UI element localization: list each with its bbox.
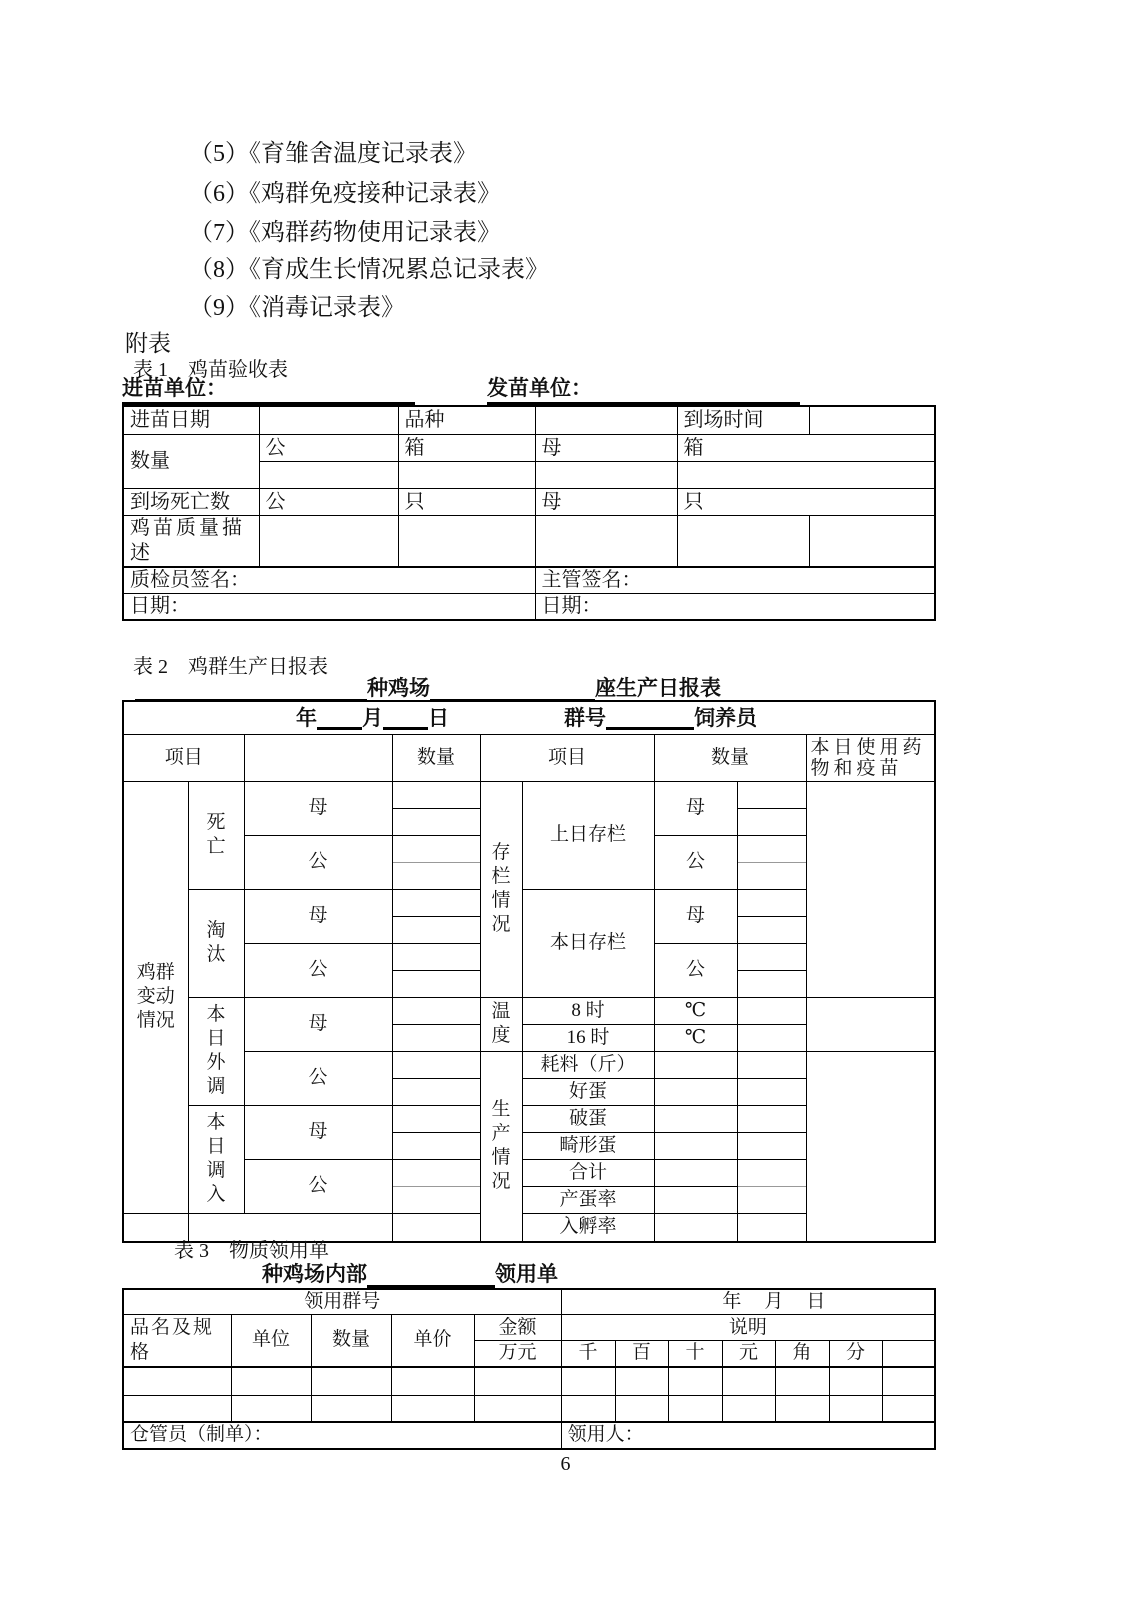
blank-cell bbox=[535, 461, 677, 488]
blank-cell bbox=[391, 1396, 474, 1422]
blank-cell bbox=[829, 1367, 882, 1396]
hatch-rate-label: 入孵率 bbox=[522, 1213, 654, 1242]
blank-cell bbox=[123, 1367, 231, 1396]
flock-no-blank bbox=[606, 705, 694, 730]
stock-today-male-label: 公 bbox=[654, 943, 737, 997]
blank-cell bbox=[392, 1213, 480, 1242]
name-spec-label: 品名及规格 bbox=[123, 1315, 231, 1367]
in-male-label: 公 bbox=[244, 1159, 392, 1213]
blank-cell bbox=[535, 406, 677, 434]
dispatch-line bbox=[487, 372, 800, 405]
blank-cell bbox=[829, 1396, 882, 1422]
blank-cell bbox=[392, 943, 480, 970]
feed-label: 耗料（斤） bbox=[522, 1051, 654, 1078]
blank-cell bbox=[392, 835, 480, 862]
requisition-blank bbox=[367, 1263, 495, 1288]
table-row bbox=[123, 997, 935, 1024]
death-female-label: 母 bbox=[244, 781, 392, 835]
table3-title-line bbox=[262, 1258, 558, 1288]
unit-label: 单位 bbox=[231, 1315, 311, 1367]
blank-cell bbox=[561, 1396, 615, 1422]
blank-cell bbox=[392, 916, 480, 943]
table2-title-line bbox=[135, 672, 721, 702]
blank-cell bbox=[398, 461, 535, 488]
breed-label: 品种 bbox=[398, 406, 535, 434]
supplier-line bbox=[122, 372, 415, 405]
appendix-label: 附表 bbox=[125, 331, 171, 356]
table-row bbox=[123, 1422, 935, 1449]
production-label: 生产情况 bbox=[480, 1051, 522, 1242]
blank-cell bbox=[809, 406, 935, 434]
stock-today-label: 本日存栏 bbox=[522, 889, 654, 997]
unit-label: 只 bbox=[677, 488, 935, 515]
blank-cell bbox=[668, 1367, 722, 1396]
storekeeper-label: 仓管员（制单）： bbox=[123, 1422, 561, 1449]
celsius-label: ℃ bbox=[654, 1024, 737, 1051]
stock-today-female-label: 母 bbox=[654, 889, 737, 943]
blank-cell bbox=[392, 997, 480, 1024]
blank-cell bbox=[737, 970, 806, 997]
farm-name-blank bbox=[135, 677, 367, 702]
requisition-label: 领用单 bbox=[495, 1262, 558, 1286]
blank-cell bbox=[737, 1186, 806, 1213]
blank-cell bbox=[311, 1367, 391, 1396]
blank-cell bbox=[654, 1051, 737, 1078]
blank-cell bbox=[654, 1159, 737, 1186]
blank-cell bbox=[882, 1396, 935, 1422]
blank-cell bbox=[737, 1213, 806, 1242]
blank-cell bbox=[392, 781, 480, 808]
qty-header-left: 数量 bbox=[392, 734, 480, 781]
dispatch-group bbox=[487, 372, 800, 405]
cull-label: 淘汰 bbox=[188, 889, 244, 997]
blank-cell bbox=[392, 1105, 480, 1132]
blank-cell bbox=[737, 1132, 806, 1159]
blank-cell bbox=[737, 781, 806, 808]
blank-cell bbox=[615, 1396, 668, 1422]
medicine-cell bbox=[806, 997, 935, 1051]
box-label: 箱 bbox=[398, 434, 535, 461]
table-row bbox=[123, 515, 935, 567]
blank-cell bbox=[737, 889, 806, 916]
table1-caption: 表 1 鸡苗验收表 bbox=[133, 359, 288, 381]
blank-cell bbox=[259, 461, 398, 488]
blank-cell bbox=[809, 515, 935, 567]
female-label: 母 bbox=[535, 488, 677, 515]
blank-cell bbox=[392, 1078, 480, 1105]
day-label: 日 bbox=[428, 706, 449, 731]
blank-cell bbox=[392, 1132, 480, 1159]
blank-cell bbox=[654, 1186, 737, 1213]
temperature-label: 温度 bbox=[480, 997, 522, 1051]
digit-jiao-label: 角 bbox=[775, 1341, 829, 1367]
out-male-label: 公 bbox=[244, 1051, 392, 1105]
blank-cell bbox=[654, 1213, 737, 1242]
stock-prev-label: 上日存栏 bbox=[522, 781, 654, 889]
list-item-9: （9）《消毒记录表》 bbox=[189, 295, 405, 321]
male-label: 公 bbox=[259, 434, 398, 461]
cull-male-label: 公 bbox=[244, 943, 392, 997]
blank-cell bbox=[722, 1396, 775, 1422]
daily-production-table bbox=[122, 700, 936, 1243]
blank-cell bbox=[392, 1051, 480, 1078]
dispatch-label: 发苗单位： bbox=[487, 376, 592, 400]
table-row bbox=[123, 1396, 935, 1422]
lay-rate-label: 产蛋率 bbox=[522, 1186, 654, 1213]
time-16-label: 16 时 bbox=[522, 1024, 654, 1051]
farm-internal-label: 种鸡场内部 bbox=[262, 1262, 367, 1286]
unit-label: 只 bbox=[398, 488, 535, 515]
in-female-label: 母 bbox=[244, 1105, 392, 1159]
inspector-sign-label: 质检员签名： bbox=[123, 567, 535, 594]
table-row bbox=[123, 1315, 935, 1341]
manager-sign-label: 主管签名： bbox=[535, 567, 935, 594]
amount-unit-label: 万元 bbox=[474, 1341, 561, 1367]
time-8-label: 8 时 bbox=[522, 997, 654, 1024]
keeper-label: 饲养员 bbox=[694, 706, 757, 731]
blank-cell bbox=[474, 1396, 561, 1422]
blank-cell bbox=[654, 1105, 737, 1132]
medicine-header: 本日使用药物和疫苗 bbox=[806, 734, 935, 781]
blank-cell bbox=[737, 1159, 806, 1186]
stock-prev-female-label: 母 bbox=[654, 781, 737, 835]
blank-cell bbox=[561, 1367, 615, 1396]
table3-caption: 表 3 物质领用单 bbox=[174, 1240, 329, 1262]
medicine-cell bbox=[806, 781, 935, 997]
stock-prev-male-label: 公 bbox=[654, 835, 737, 889]
blank-cell bbox=[392, 970, 480, 997]
table-row bbox=[123, 406, 935, 434]
date-label: 日期： bbox=[123, 594, 535, 620]
broken-egg-label: 破蛋 bbox=[522, 1105, 654, 1132]
year-blank bbox=[317, 705, 362, 730]
blank-cell bbox=[392, 1024, 480, 1051]
blank-cell bbox=[775, 1396, 829, 1422]
year-label: 年 bbox=[296, 706, 317, 731]
blank-cell bbox=[882, 1367, 935, 1396]
blank-cell bbox=[654, 1078, 737, 1105]
quality-desc-label: 鸡苗质量描述 bbox=[123, 515, 259, 567]
blank-cell bbox=[737, 1051, 806, 1078]
table-row bbox=[123, 1367, 935, 1396]
flock-no-label: 群号 bbox=[564, 706, 606, 731]
blank-cell bbox=[259, 515, 398, 567]
total-label: 合计 bbox=[522, 1159, 654, 1186]
table-row bbox=[123, 734, 935, 781]
material-requisition-table bbox=[122, 1288, 936, 1450]
blank-cell bbox=[123, 1396, 231, 1422]
blank-cell bbox=[668, 1396, 722, 1422]
item-header-left: 项目 bbox=[123, 734, 244, 781]
digit-bai-label: 百 bbox=[615, 1341, 668, 1367]
blank-cell bbox=[882, 1341, 935, 1367]
blank-cell bbox=[737, 862, 806, 889]
celsius-label: ℃ bbox=[654, 997, 737, 1024]
amount-label: 金额 bbox=[474, 1315, 561, 1341]
blank-cell bbox=[737, 1024, 806, 1051]
medicine-cell bbox=[806, 1051, 935, 1242]
list-item-6: （6）《鸡群免疫接种记录表》 bbox=[189, 181, 501, 207]
death-male-label: 公 bbox=[244, 835, 392, 889]
blank-cell bbox=[737, 808, 806, 835]
digit-qian-label: 千 bbox=[561, 1341, 615, 1367]
digit-shi-label: 十 bbox=[668, 1341, 722, 1367]
blank-cell bbox=[391, 1367, 474, 1396]
male-label: 公 bbox=[259, 488, 398, 515]
report-suffix-label: 座生产日报表 bbox=[595, 676, 721, 700]
price-label: 单价 bbox=[391, 1315, 474, 1367]
farm-no-blank bbox=[430, 677, 595, 702]
supplier-label: 进苗单位： bbox=[122, 376, 227, 400]
digit-fen-label: 分 bbox=[829, 1341, 882, 1367]
table-row bbox=[123, 594, 935, 620]
good-egg-label: 好蛋 bbox=[522, 1078, 654, 1105]
death-label: 死亡 bbox=[188, 781, 244, 889]
list-item-8: （8）《育成生长情况累总记录表》 bbox=[189, 257, 549, 283]
blank-cell bbox=[677, 515, 809, 567]
blank-cell bbox=[392, 889, 480, 916]
blank-cell bbox=[654, 1132, 737, 1159]
blank-cell bbox=[677, 461, 935, 488]
box-label: 箱 bbox=[677, 434, 935, 461]
blank-cell bbox=[311, 1396, 391, 1422]
qty-label: 数量 bbox=[311, 1315, 391, 1367]
table-row bbox=[123, 701, 935, 734]
blank-cell bbox=[737, 943, 806, 970]
table2-caption: 表 2 鸡群生产日报表 bbox=[133, 656, 328, 678]
quantity-label: 数量 bbox=[123, 434, 259, 488]
table-row bbox=[123, 434, 935, 461]
blank-cell bbox=[231, 1367, 311, 1396]
blank-cell bbox=[722, 1367, 775, 1396]
digit-yuan-label: 元 bbox=[722, 1341, 775, 1367]
list-item-5: （5）《育雏舍温度记录表》 bbox=[189, 141, 477, 167]
month-label: 月 bbox=[362, 706, 383, 731]
blank-cell bbox=[737, 1078, 806, 1105]
table-row bbox=[123, 1289, 935, 1315]
blank-cell bbox=[259, 406, 398, 434]
death-on-arrival-label: 到场死亡数 bbox=[123, 488, 259, 515]
arrival-time-label: 到场时间 bbox=[677, 406, 809, 434]
list-item-7: （7）《鸡群药物使用记录表》 bbox=[189, 220, 501, 246]
table-row bbox=[123, 488, 935, 515]
farm-label: 种鸡场 bbox=[367, 676, 430, 700]
blank-cell bbox=[392, 1186, 480, 1213]
qty-header-right: 数量 bbox=[654, 734, 806, 781]
item-header-right: 项目 bbox=[480, 734, 654, 781]
table-row bbox=[123, 781, 935, 808]
table-row bbox=[123, 1051, 935, 1078]
note-label: 说明 bbox=[561, 1315, 935, 1341]
blank-cell bbox=[737, 916, 806, 943]
blank-cell bbox=[474, 1367, 561, 1396]
cull-female-label: 母 bbox=[244, 889, 392, 943]
blank-cell bbox=[737, 1105, 806, 1132]
blank-cell bbox=[244, 734, 392, 781]
supplier-group bbox=[122, 372, 415, 405]
recipient-label: 领用人： bbox=[561, 1422, 935, 1449]
blank-cell bbox=[615, 1367, 668, 1396]
blank-cell bbox=[535, 515, 677, 567]
page-number: 6 bbox=[560, 1453, 571, 1475]
blank-cell bbox=[392, 862, 480, 889]
out-today-label: 本日外调 bbox=[188, 997, 244, 1105]
blank-cell bbox=[737, 835, 806, 862]
date-flock-row bbox=[123, 701, 935, 734]
deformed-egg-label: 畸形蛋 bbox=[522, 1132, 654, 1159]
out-female-label: 母 bbox=[244, 997, 392, 1051]
female-label: 母 bbox=[535, 434, 677, 461]
date-label: 日期： bbox=[535, 594, 935, 620]
in-today-label: 本日调入 bbox=[188, 1105, 244, 1213]
table-row bbox=[123, 567, 935, 594]
stock-label: 存栏情况 bbox=[480, 781, 522, 997]
blank-cell bbox=[398, 515, 535, 567]
blank-cell bbox=[392, 1159, 480, 1186]
date-header-label: 年 月 日 bbox=[561, 1289, 935, 1315]
blank-cell bbox=[231, 1396, 311, 1422]
flock-header-label: 领用群号 bbox=[123, 1289, 561, 1315]
blank-cell bbox=[775, 1367, 829, 1396]
flock-change-label: 鸡群变动情况 bbox=[123, 781, 188, 1213]
chick-acceptance-table bbox=[122, 405, 936, 621]
arrival-date-label: 进苗日期 bbox=[123, 406, 259, 434]
blank-cell bbox=[737, 997, 806, 1024]
month-blank bbox=[383, 705, 428, 730]
blank-cell bbox=[392, 808, 480, 835]
